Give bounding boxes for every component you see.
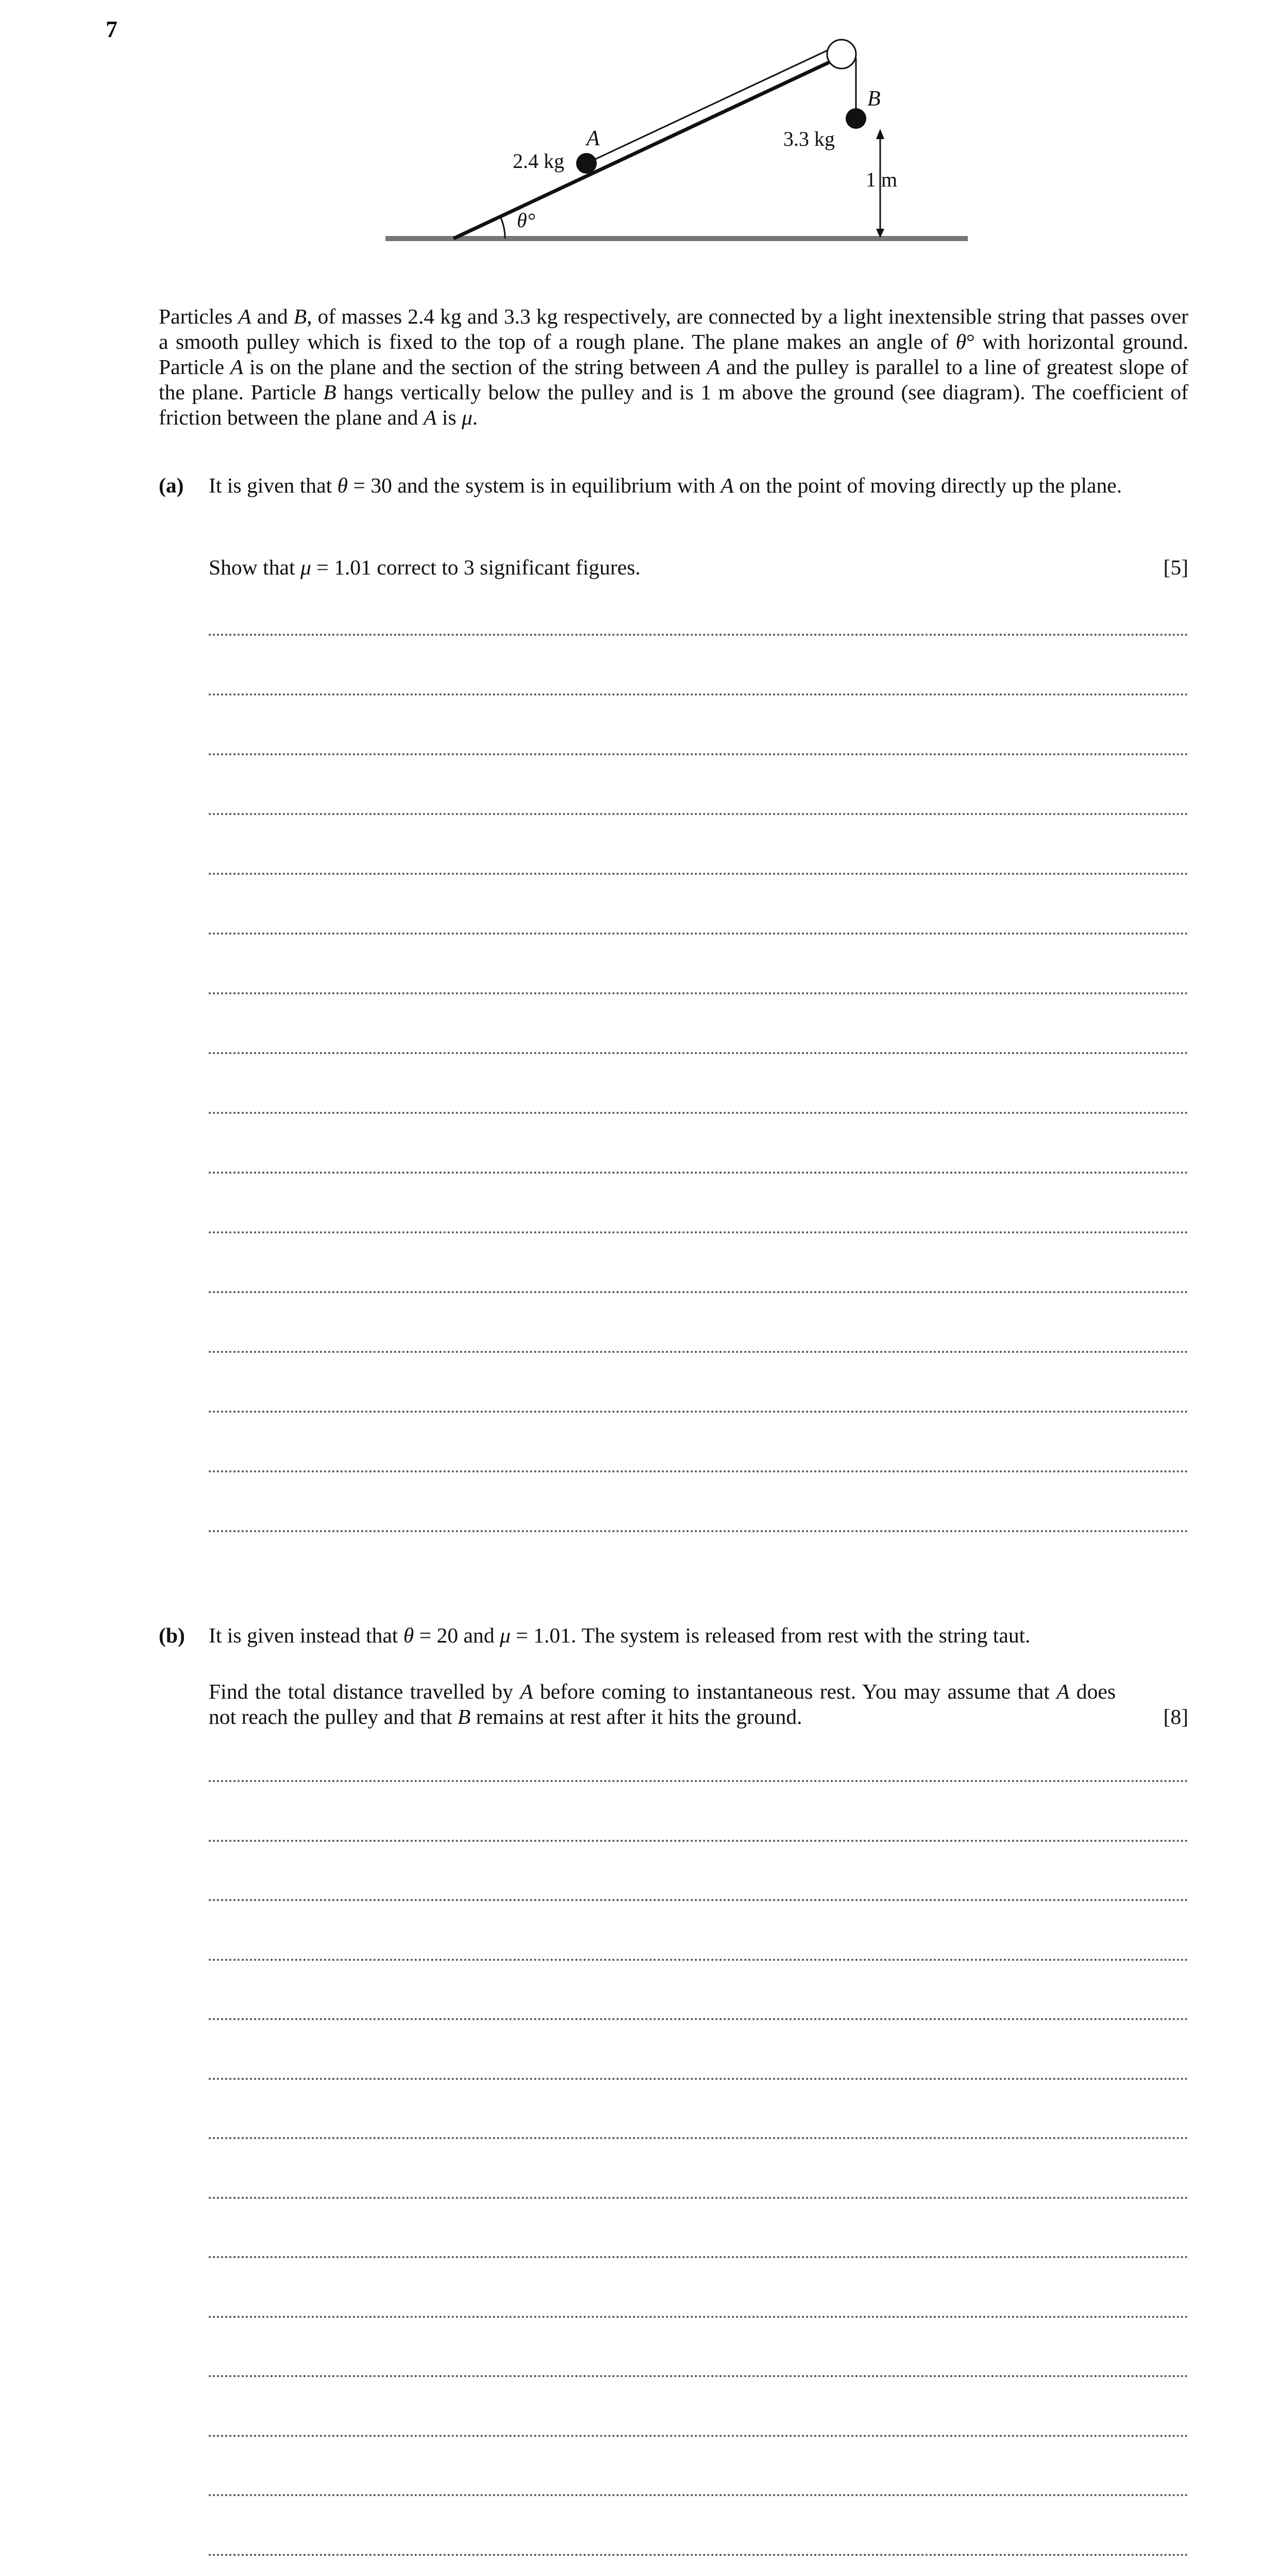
part-b-marks: [8] xyxy=(1163,1705,1188,1728)
mass-b: 3.3 kg xyxy=(783,127,835,150)
question-intro: Particles A and B, of masses 2.4 kg and 3.3 kg respectively, are connected by a light inextensible string that passes over a smooth pulley which is fixed to the top of a rough plane. The plane makes an angle of θ° with horizontal ground. Particle A is on the plane and the section of the string between A and the pulley is parallel to a line of greatest slope of the plane. Particle B hangs vertically below the pulley and is 1 m above the ground (see diagram). The coefficient of friction between the plane and A is μ. xyxy=(159,304,1189,429)
part-a-statement: It is given that θ = 30 and the system is in equilibrium with A on the point of moving directly up the plane. xyxy=(209,473,1122,497)
arrow-up-head xyxy=(876,129,884,139)
angle-label: θ° xyxy=(517,209,535,232)
answer-line[interactable] xyxy=(209,1840,1188,1842)
particle-a xyxy=(576,153,597,174)
pulley xyxy=(827,40,856,69)
part-b-statement: It is given instead that θ = 20 and μ = 1.01. The system is released from rest with the string taut. xyxy=(209,1623,1031,1647)
height-label: 1 m xyxy=(866,168,898,191)
answer-line[interactable] xyxy=(209,2494,1188,2496)
particle-b xyxy=(846,108,866,129)
mass-a: 2.4 kg xyxy=(513,149,564,173)
answer-line[interactable] xyxy=(209,2018,1188,2020)
answer-line[interactable] xyxy=(209,813,1188,815)
answer-line[interactable] xyxy=(209,2137,1188,2139)
answer-line[interactable] xyxy=(209,1530,1188,1532)
answer-line[interactable] xyxy=(209,1411,1188,1413)
answer-line[interactable] xyxy=(209,1780,1188,1782)
answer-line[interactable] xyxy=(209,1231,1188,1233)
answer-line[interactable] xyxy=(209,1291,1188,1293)
answer-line[interactable] xyxy=(209,933,1188,935)
answer-line[interactable] xyxy=(209,1470,1188,1472)
question-number: 7 xyxy=(106,16,117,42)
inclined-plane xyxy=(453,58,839,239)
answer-line[interactable] xyxy=(209,1172,1188,1174)
answer-line[interactable] xyxy=(209,693,1188,696)
part-a-label: (a) xyxy=(159,473,184,497)
answer-line[interactable] xyxy=(209,1899,1188,1901)
answer-line[interactable] xyxy=(209,2375,1188,2377)
answer-line[interactable] xyxy=(209,2554,1188,2556)
answer-line[interactable] xyxy=(209,1959,1188,1961)
label-a: A xyxy=(586,127,600,150)
answer-line[interactable] xyxy=(209,1112,1188,1114)
angle-arc xyxy=(500,217,505,239)
answer-line[interactable] xyxy=(209,2435,1188,2437)
answer-line[interactable] xyxy=(209,753,1188,755)
label-b: B xyxy=(867,87,881,111)
part-b-instruction: Find the total distance travelled by A before coming to instantaneous rest. You may assume that A does not reach the pulley and that B remains at rest after it hits the ground. xyxy=(209,1680,1116,1728)
answer-line[interactable] xyxy=(209,2078,1188,2080)
answer-line[interactable] xyxy=(209,2316,1188,2318)
part-a-instruction: Show that μ = 1.01 correct to 3 significant figures. xyxy=(209,555,641,579)
answer-line[interactable] xyxy=(209,1052,1188,1054)
answer-line[interactable] xyxy=(209,634,1188,636)
part-a-marks: [5] xyxy=(1163,555,1188,579)
answer-line[interactable] xyxy=(209,2256,1188,2258)
answer-line[interactable] xyxy=(209,873,1188,875)
pulley-diagram xyxy=(0,0,1278,258)
answer-line[interactable] xyxy=(209,1351,1188,1353)
answer-line[interactable] xyxy=(209,992,1188,994)
part-b-label: (b) xyxy=(159,1623,185,1647)
answer-line[interactable] xyxy=(209,2197,1188,2199)
